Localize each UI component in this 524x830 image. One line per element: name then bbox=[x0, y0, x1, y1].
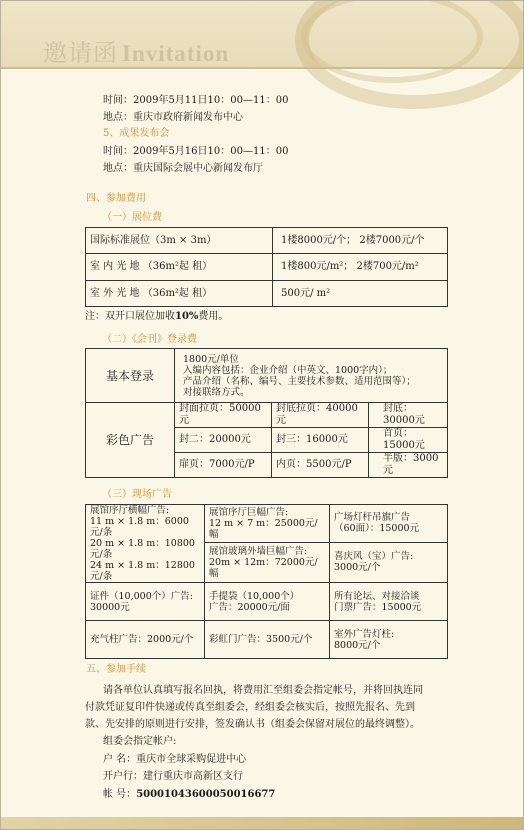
account-number-label: 帐 号： bbox=[103, 789, 137, 800]
table-row bbox=[86, 281, 448, 307]
journal-fee-heading: （二）《会刊》登录费 bbox=[102, 334, 197, 345]
onsite-ad-line: 广场灯杆吊旗广告 bbox=[334, 512, 411, 524]
section-5-heading: 五、参加手续 bbox=[86, 664, 146, 675]
basic-listing-label: 基本登录 bbox=[86, 349, 175, 403]
onsite-ad-line: 室外广告灯柱: bbox=[334, 628, 395, 640]
table-row bbox=[86, 621, 448, 659]
account-bank: 开户行：建行重庆市高新区支行 bbox=[103, 771, 243, 782]
basic-listing-line: 入编内容包括：企业介绍（中英文、1000字内）； bbox=[183, 364, 393, 376]
place-line-2: 地点：重庆国际会展中心新闻发布厅 bbox=[103, 163, 263, 174]
onsite-ad-line: 所有论坛、对接洽谈 bbox=[334, 590, 420, 602]
header-divider bbox=[1, 67, 523, 69]
onsite-ad-line: 门票广告：15000元 bbox=[334, 601, 422, 613]
booth-note-text: 注：双开口展位加收 bbox=[85, 311, 175, 322]
header-title bbox=[43, 33, 229, 68]
booth-price-cell: 500元/ m² bbox=[273, 281, 448, 307]
booth-fee-heading: （一）展位费 bbox=[102, 212, 162, 223]
onsite-ad-cell: 充气柱广告：2000元/个 bbox=[86, 621, 205, 659]
basic-listing-detail bbox=[175, 349, 448, 403]
header-title-en: Invitation bbox=[122, 41, 230, 66]
booth-note-suffix: 费用。 bbox=[198, 311, 229, 322]
journal-fee-table bbox=[85, 348, 448, 478]
onsite-ad-cell bbox=[330, 542, 448, 582]
onsite-ad-cell bbox=[330, 583, 448, 621]
table-row bbox=[86, 228, 448, 254]
onsite-ad-line: 11 m × 1.8 m：6000元/条 bbox=[90, 516, 189, 538]
onsite-ad-line: （60面）：15000元 bbox=[334, 523, 420, 535]
color-ad-cell: 首页：15000元 bbox=[369, 428, 448, 453]
color-ad-label: 彩色广告 bbox=[86, 403, 175, 478]
account-name: 户 名：重庆市全球采购促进中心 bbox=[103, 754, 247, 765]
account-number-value: 50001043600050016677 bbox=[136, 789, 276, 800]
onsite-ad-line: 24 m × 1.8 m：12800元/条 bbox=[90, 560, 195, 582]
basic-listing-line: 对接联络方式。 bbox=[183, 386, 250, 398]
booth-fee-table bbox=[85, 227, 448, 307]
onsite-ad-line: 展馆玻璃外墙巨幅广告: bbox=[209, 545, 308, 557]
table-row bbox=[86, 583, 448, 621]
onsite-ad-line: 3000元/个 bbox=[334, 562, 381, 574]
table-row bbox=[86, 403, 448, 428]
onsite-ad-cell bbox=[330, 621, 448, 659]
booth-name-cell: 室 外 光 地 （36m²起 租） bbox=[86, 281, 273, 307]
color-ad-cell: 内页：5500元/P bbox=[272, 453, 369, 478]
procedure-paragraph-line: 请各单位认真填写报名回执，将费用汇至组委会指定帐号，并将回执连同 bbox=[103, 685, 423, 696]
procedure-paragraph-line: 款、先安排的原则进行安排，签发确认书（组委会保留对展位的最终调整）。 bbox=[85, 719, 420, 730]
onsite-ad-cell: 彩虹门广告：3500元/个 bbox=[205, 621, 330, 659]
booth-name-cell: 国际标准展位（3m × 3m） bbox=[86, 228, 273, 254]
onsite-ad-cell bbox=[330, 505, 448, 543]
place-line-1: 地点：重庆市政府新闻发布中心 bbox=[103, 112, 243, 123]
time-line-2: 时间：2009年5月16日10：00—11：00 bbox=[103, 146, 289, 157]
procedure-paragraph-line: 付款凭证复印件快递或传真至组委会，经组委会核实后，按照先报名、先到 bbox=[85, 702, 415, 713]
booth-price-cell: 1楼8000元/个； 2楼7000元/个 bbox=[273, 228, 448, 254]
booth-name-cell: 室 内 光 地 （36m²起 租） bbox=[86, 254, 273, 281]
onsite-ad-cell bbox=[86, 583, 205, 621]
onsite-ad-line: 12 m × 7 m：25000元/ 幅 bbox=[209, 517, 318, 540]
account-title: 组委会指定帐户: bbox=[103, 736, 177, 747]
section-4-heading: 四、参加费用 bbox=[86, 193, 146, 204]
onsite-ad-line: 20m × 12m：72000元/幅 bbox=[209, 556, 318, 579]
color-ad-cell: 封底拉页：40000元 bbox=[272, 403, 369, 428]
account-number bbox=[103, 789, 275, 801]
onsite-ad-cell bbox=[205, 505, 330, 543]
onsite-ad-line: 20 m × 1.8 m：10800元/条 bbox=[90, 538, 195, 560]
color-ad-cell: 半版：3000元 bbox=[369, 453, 448, 478]
time-line-1: 时间：2009年5月11日10：00—11：00 bbox=[103, 95, 289, 106]
basic-listing-line: 1800元/单位 bbox=[183, 353, 239, 365]
onsite-ad-line: 广告：20000元/面 bbox=[209, 601, 290, 613]
item-5-heading: 5、成果发布会 bbox=[103, 128, 170, 139]
booth-note-percent: 10% bbox=[175, 311, 199, 322]
header-banner bbox=[1, 1, 523, 68]
onsite-ad-heading: （三）现场广告 bbox=[102, 489, 172, 500]
footer-bar bbox=[1, 817, 523, 829]
color-ad-cell: 封底：30000元 bbox=[369, 403, 448, 428]
color-ad-cell: 封二：20000元 bbox=[175, 428, 272, 453]
onsite-ad-line: 证件（10,000个）广告: bbox=[90, 590, 193, 602]
onsite-ad-line: 手提袋（10,000个） bbox=[209, 590, 300, 602]
booth-price-cell: 1楼800元/m²； 2楼700元/m² bbox=[273, 254, 448, 281]
onsite-ad-cell bbox=[205, 583, 330, 621]
onsite-ad-line: 30000元 bbox=[90, 601, 130, 613]
basic-listing-line: 产品介绍（名称、编号、主要技术参数、适用范围等）； bbox=[183, 375, 416, 387]
onsite-ad-line: 展馆序厅巨幅广告: bbox=[209, 506, 289, 518]
color-ad-cell: 封面拉页：50000元 bbox=[175, 403, 272, 428]
header-title-cn: 邀请函 bbox=[43, 39, 118, 67]
color-ad-cell: 扉页：7000元/P bbox=[175, 453, 272, 478]
onsite-ad-line: 喜庆风（宝）广告: bbox=[334, 551, 414, 563]
onsite-ad-line: 8000元/个 bbox=[334, 639, 381, 651]
onsite-ad-line: 展馆序厅横幅广告: bbox=[90, 505, 170, 516]
booth-note bbox=[85, 311, 228, 323]
table-row bbox=[86, 254, 448, 281]
onsite-ad-cell bbox=[86, 505, 205, 583]
onsite-ad-cell bbox=[205, 542, 330, 582]
table-row bbox=[86, 505, 448, 543]
onsite-ad-table bbox=[85, 504, 448, 659]
color-ad-cell: 封三：16000元 bbox=[272, 428, 369, 453]
table-row bbox=[86, 349, 448, 403]
